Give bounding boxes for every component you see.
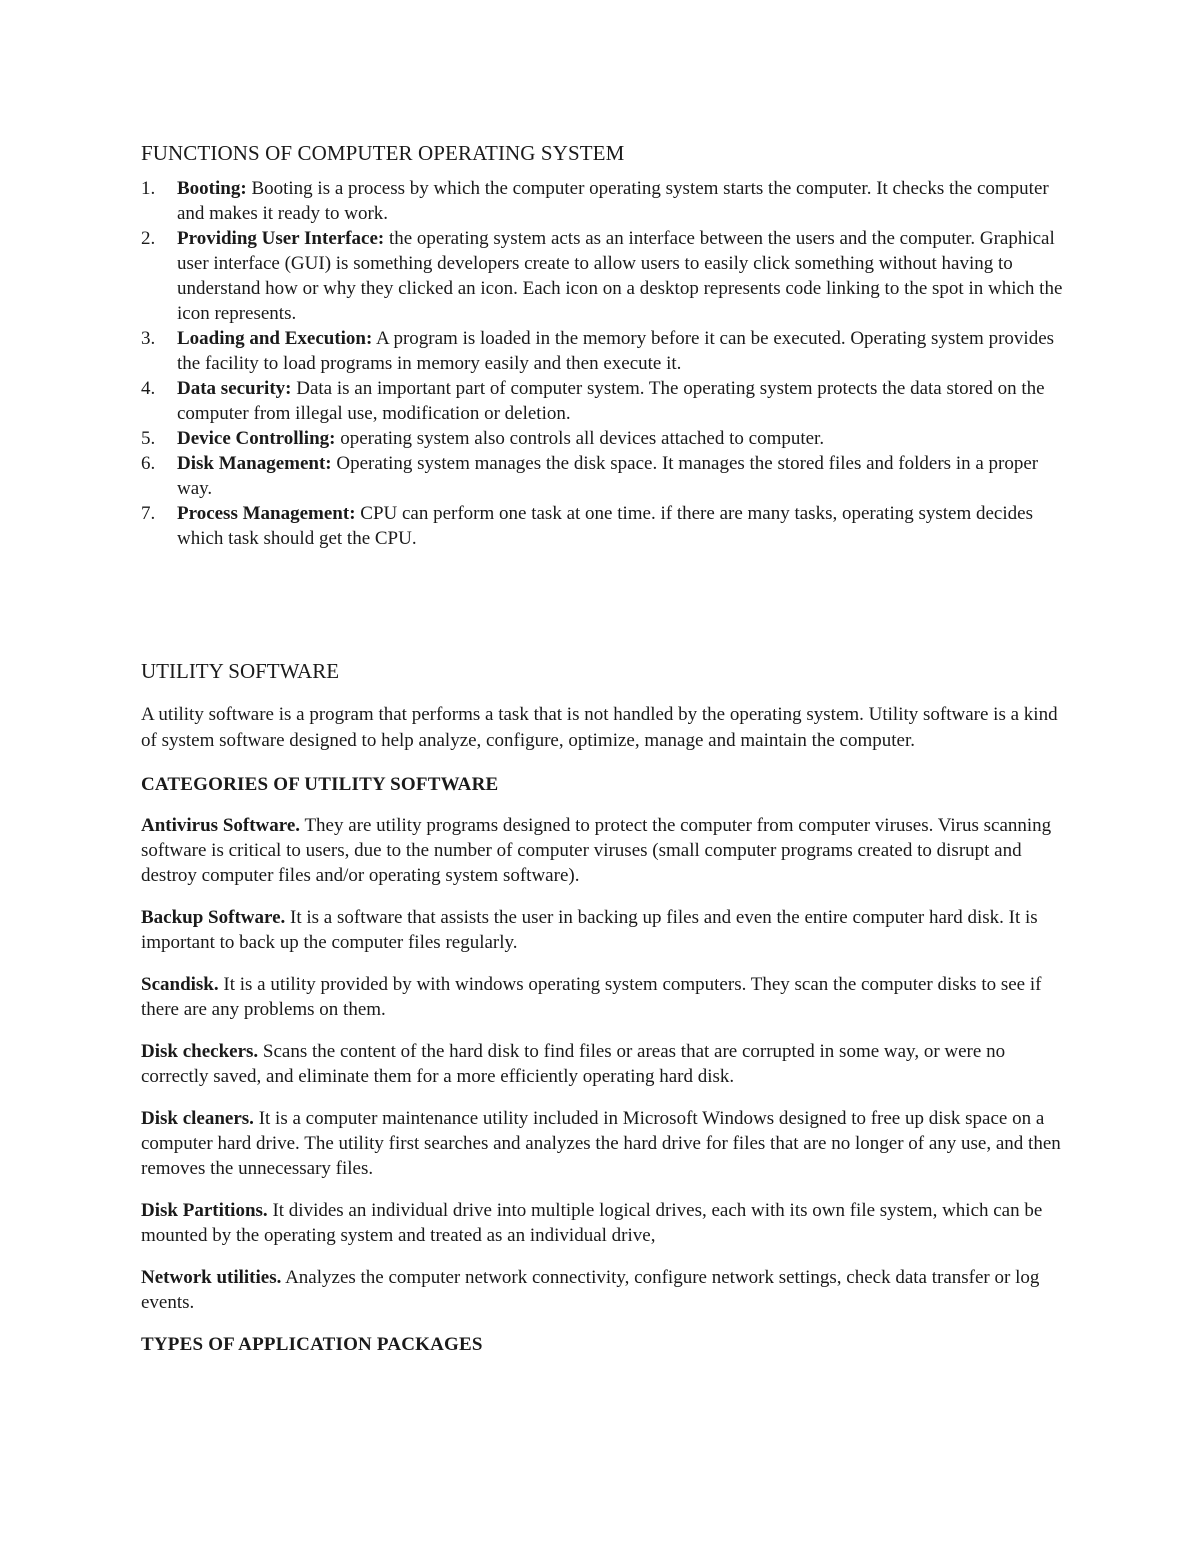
category-text: It divides an individual drive into multiple logical drives, each with its own file system, which can be mounted by the operating system and treated as an individual drive, bbox=[141, 1200, 1043, 1246]
category-term: Disk cleaners. bbox=[141, 1108, 254, 1129]
list-term: Process Management: bbox=[177, 503, 356, 524]
list-number: 4. bbox=[141, 378, 156, 399]
list-item bbox=[141, 426, 1066, 451]
section-title-utility: UTILITY SOFTWARE bbox=[141, 659, 340, 683]
utility-intro-paragraph: A utility software is a program that performs a task that is not handled by the operating system. Utility software is a kind of system software designed to help analyze, configure, optimize, manage and maintain the computer. bbox=[141, 704, 1058, 751]
category-term: Disk Partitions. bbox=[141, 1200, 268, 1221]
category-paragraph bbox=[141, 1265, 1066, 1315]
category-paragraph bbox=[141, 1039, 1066, 1089]
list-term: Loading and Execution: bbox=[177, 328, 373, 349]
list-item bbox=[141, 226, 1066, 326]
list-number: 5. bbox=[141, 428, 156, 449]
category-text: They are utility programs designed to protect the computer from computer viruses. Virus scanning software is critical to users, due to the number of computer viruses (small computer programs created to disrupt and destroy computer files and/or operating system software). bbox=[141, 815, 1052, 886]
category-term: Backup Software. bbox=[141, 907, 286, 928]
category-text: Scans the content of the hard disk to find files or areas that are corrupted in some way, or were no correctly saved, and eliminate them for a more efficiently operating hard disk. bbox=[141, 1041, 1006, 1087]
category-paragraph bbox=[141, 813, 1066, 888]
list-term: Disk Management: bbox=[177, 453, 332, 474]
list-text: A program is loaded in the memory before it can be executed. Operating system provides the facility to load programs in memory easily and then execute it. bbox=[177, 328, 1055, 374]
category-text: It is a software that assists the user in backing up files and even the entire computer hard disk. It is important to back up the computer files regularly. bbox=[141, 907, 1038, 953]
list-text: Operating system manages the disk space. It manages the stored files and folders in a proper way. bbox=[177, 453, 1039, 499]
list-term: Device Controlling: bbox=[177, 428, 336, 449]
list-term: Providing User Interface: bbox=[177, 228, 385, 249]
list-item bbox=[141, 376, 1066, 426]
list-number: 1. bbox=[141, 178, 156, 199]
section-spacer bbox=[141, 551, 1066, 656]
category-text: Analyzes the computer network connectivity, configure network settings, check data transfer or log events. bbox=[141, 1267, 1040, 1313]
functions-list bbox=[141, 176, 1066, 551]
category-paragraph bbox=[141, 905, 1066, 955]
category-term: Antivirus Software. bbox=[141, 815, 301, 836]
list-number: 2. bbox=[141, 228, 156, 249]
list-text: operating system also controls all devices attached to computer. bbox=[335, 428, 825, 449]
list-number: 3. bbox=[141, 328, 156, 349]
section-title-functions: FUNCTIONS OF COMPUTER OPERATING SYSTEM bbox=[141, 141, 625, 165]
category-paragraph bbox=[141, 1106, 1066, 1181]
list-number: 6. bbox=[141, 453, 156, 474]
document-page bbox=[141, 138, 1066, 1373]
list-item bbox=[141, 501, 1066, 551]
category-paragraph bbox=[141, 972, 1066, 1022]
section-title-application-packages: TYPES OF APPLICATION PACKAGES bbox=[141, 1334, 483, 1355]
category-term: Disk checkers. bbox=[141, 1041, 259, 1062]
category-text: It is a computer maintenance utility included in Microsoft Windows designed to free up disk space on a computer hard drive. The utility first searches and analyzes the hard drive for files that are no longer of any use, and then removes the unnecessary files. bbox=[141, 1108, 1061, 1179]
list-text: Data is an important part of computer system. The operating system protects the data stored on the computer from illegal use, modification or deletion. bbox=[177, 378, 1045, 424]
list-term: Data security: bbox=[177, 378, 292, 399]
category-paragraph bbox=[141, 1198, 1066, 1248]
list-term: Booting: bbox=[177, 178, 247, 199]
category-text: It is a utility provided by with windows operating system computers. They scan the computer disks to see if there are any problems on them. bbox=[141, 974, 1042, 1020]
list-text: the operating system acts as an interface between the users and the computer. Graphical user interface (GUI) is something developers create to allow users to easily click something without having to understand how or why they clicked an icon. Each icon on a desktop represents code linking to the spot in which the icon represents. bbox=[177, 228, 1063, 324]
list-item bbox=[141, 451, 1066, 501]
category-term: Scandisk. bbox=[141, 974, 219, 995]
list-item bbox=[141, 176, 1066, 226]
list-number: 7. bbox=[141, 503, 156, 524]
categories-heading: CATEGORIES OF UTILITY SOFTWARE bbox=[141, 774, 499, 795]
list-item bbox=[141, 326, 1066, 376]
list-text: Booting is a process by which the computer operating system starts the computer. It checks the computer and makes it ready to work. bbox=[177, 178, 1049, 224]
category-term: Network utilities. bbox=[141, 1267, 282, 1288]
list-text: CPU can perform one task at one time. if there are many tasks, operating system decides which task should get the CPU. bbox=[177, 503, 1033, 549]
